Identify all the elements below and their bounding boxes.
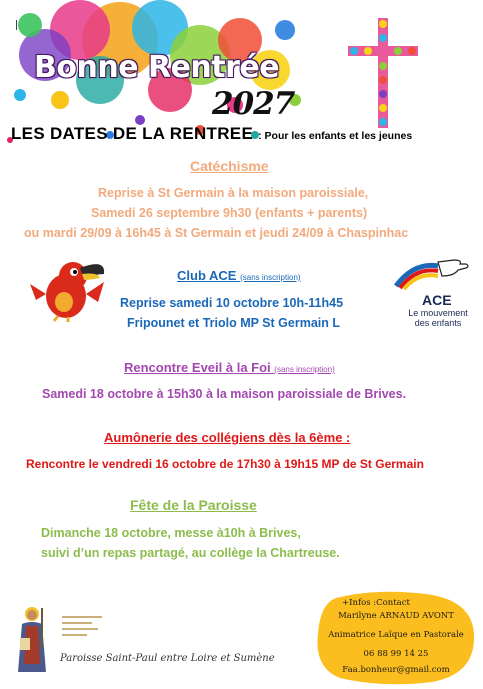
club-ace-note: (sans inscription) xyxy=(240,273,301,282)
parish-logo-lines xyxy=(62,616,107,646)
parish-logo-line xyxy=(62,634,87,636)
contact-name: Marilyne ARNAUD AVONT xyxy=(338,611,454,621)
parish-logo-line xyxy=(62,616,102,618)
contact-role: Animatrice Laïque en Pastorale xyxy=(328,630,464,640)
fete-line-1: Dimanche 18 octobre, messe à10h à Brives, xyxy=(41,526,301,540)
eveil-note: (sans inscription) xyxy=(274,365,335,374)
page-title-text: LES DATES DE LA RENTREE xyxy=(11,124,254,143)
club-ace-title xyxy=(177,268,301,283)
catechisme-line-1: Reprise à St Germain à la maison paroissiale, xyxy=(98,186,369,200)
club-ace-line-1: Reprise samedi 10 octobre 10h-11h45 xyxy=(120,296,344,310)
aumonerie-line: Rencontre le vendredi 16 octobre de 17h30 à 19h15 MP de St Germain xyxy=(26,457,424,471)
ace-logo-tagline-2: des enfants xyxy=(414,318,462,328)
rainbow-hand-icon xyxy=(392,254,470,290)
page-title xyxy=(11,124,412,144)
catechisme-line-3: ou mardi 29/09 à 16h45 à St Germain et jeudi 24/09 à Chaspinhac xyxy=(24,226,409,240)
page-subtitle: : Pour les enfants et les jeunes xyxy=(258,130,413,142)
club-ace-line-2: Fripounet et Triolo MP St Germain L xyxy=(127,316,340,330)
eveil-title xyxy=(124,360,335,375)
catechisme-line-2: Samedi 26 septembre 9h30 (enfants + parents) xyxy=(91,206,368,220)
aumonerie-title: Aumônerie des collégiens dès la 6ème : xyxy=(104,430,351,445)
eveil-title-text: Rencontre Eveil à la Foi xyxy=(124,360,271,375)
parish-logo-line xyxy=(62,622,92,624)
fete-title: Fête de la Paroisse xyxy=(130,497,257,513)
eveil-line: Samedi 18 octobre à 15h30 à la maison paroissiale de Brives. xyxy=(42,387,407,401)
parish-logo-line xyxy=(62,628,98,630)
parish-name: Paroisse Saint-Paul entre Loire et Sumène xyxy=(60,653,275,664)
ace-rainbow-hand-logo xyxy=(392,254,470,326)
catechisme-title: Catéchisme xyxy=(190,158,269,174)
tick-mark xyxy=(16,20,17,30)
ace-logo-name: ACE xyxy=(422,292,452,308)
saint-paul-figure-icon xyxy=(14,604,50,674)
contact-phone: 06 88 99 14 25 xyxy=(363,649,429,659)
flower-cross-icon xyxy=(348,18,418,128)
banner-title: Bonne Rentrée xyxy=(34,50,280,85)
banner-year: 2027 xyxy=(212,86,295,122)
fete-line-2: suivi d’un repas partagé, au collège la Chartreuse. xyxy=(41,546,340,560)
contact-heading: +Infos :Contact xyxy=(342,598,410,608)
club-ace-title-text: Club ACE xyxy=(177,268,237,283)
ace-logo-tagline-1: Le mouvement xyxy=(408,308,468,318)
red-bird-mascot-icon xyxy=(28,254,108,322)
contact-email[interactable]: Faa.bonheur@gmail.com xyxy=(342,665,450,675)
